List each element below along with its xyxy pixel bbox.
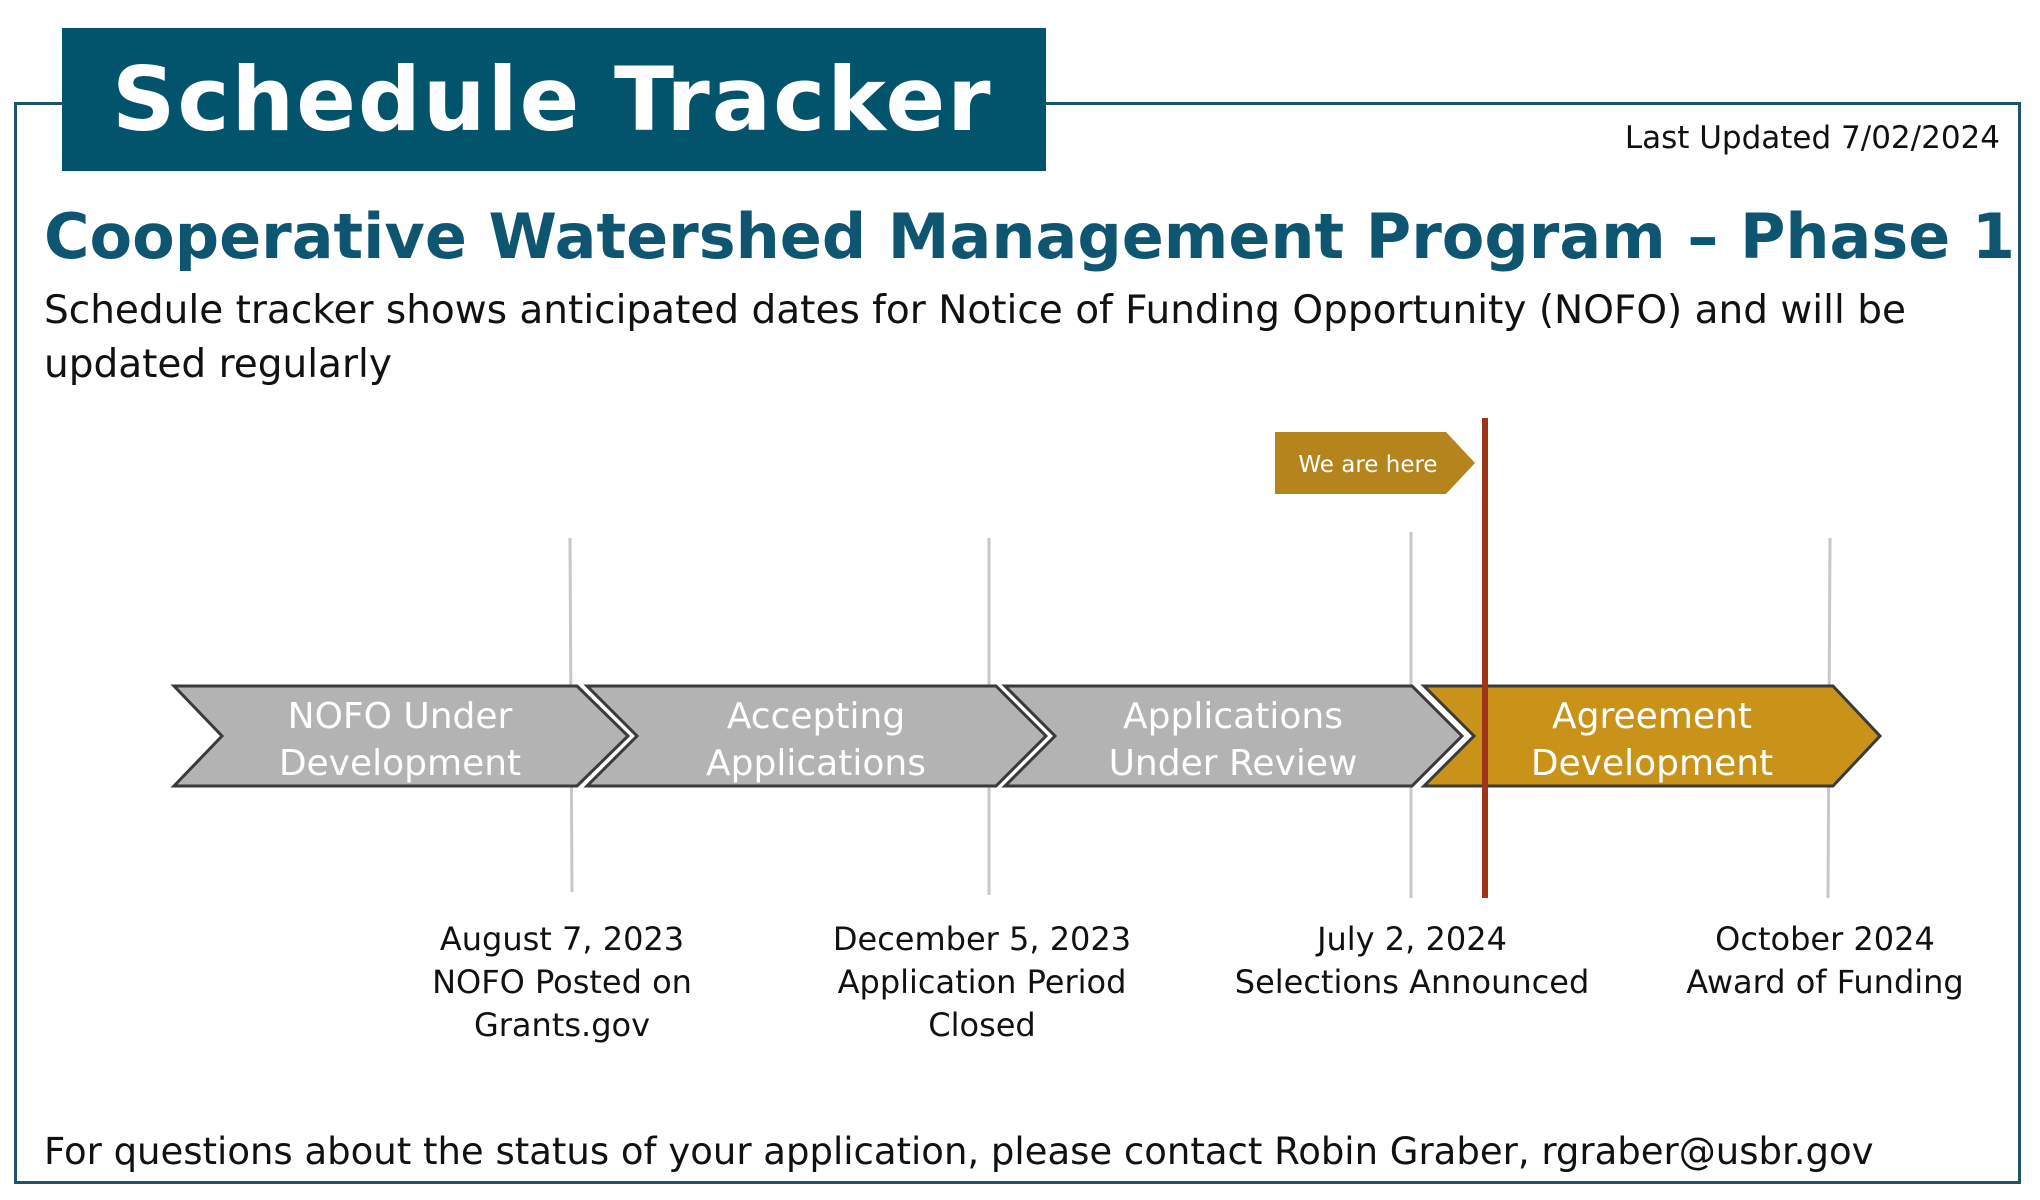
milestone-2-desc-line2: Closed	[928, 1006, 1036, 1044]
milestone-label-3	[1227, 918, 1597, 1004]
milestone-3-desc-line1: Selections Announced	[1234, 963, 1590, 1001]
phase-2-label-line1: Accepting	[726, 696, 906, 737]
last-updated: Last Updated 7/02/2024	[1624, 120, 2000, 156]
milestone-3-date: July 2, 2024	[1317, 920, 1507, 958]
banner-title: Schedule Tracker	[112, 48, 993, 151]
we-are-here-marker	[1275, 432, 1475, 494]
page-title: Cooperative Watershed Management Program – Phase 1	[44, 200, 2016, 273]
milestone-2-date: December 5, 2023	[832, 920, 1132, 958]
phase-4-label-line1: Agreement	[1552, 696, 1752, 737]
marker-label: We are here	[1298, 452, 1438, 478]
milestone-4-desc-line1: Award of Funding	[1686, 963, 1964, 1001]
phase-2-label-line2: Applications	[706, 743, 926, 784]
phase-chevron-3	[1005, 686, 1462, 786]
milestone-label-4	[1645, 918, 2005, 1004]
milestone-label-2	[802, 918, 1162, 1047]
phase-chevron-2	[587, 686, 1046, 786]
phase-chevron-4	[1424, 686, 1880, 786]
milestone-1-date: August 7, 2023	[439, 920, 685, 958]
milestone-2-desc-line1: Application Period	[837, 963, 1127, 1001]
milestone-1-desc-line1: NOFO Posted on	[432, 963, 692, 1001]
phase-3-label-line1: Applications	[1123, 696, 1343, 737]
milestone-4-date: October 2024	[1715, 920, 1935, 958]
phase-4-label-line2: Development	[1530, 743, 1774, 784]
milestone-label-1	[382, 918, 742, 1047]
phase-1-label-line1: NOFO Under	[287, 696, 513, 737]
page-subtitle: Schedule tracker shows anticipated dates for Notice of Funding Opportunity (NOFO) and will be updated regularly	[44, 288, 1906, 387]
phase-1-label-line2: Development	[278, 743, 522, 784]
contact-footer: For questions about the status of your application, please contact Robin Graber, rgraber@usbr.gov	[44, 1130, 1874, 1173]
phase-chevron-1	[174, 686, 628, 786]
milestone-1-desc-line2: Grants.gov	[473, 1006, 651, 1044]
phase-3-label-line2: Under Review	[1108, 743, 1358, 784]
